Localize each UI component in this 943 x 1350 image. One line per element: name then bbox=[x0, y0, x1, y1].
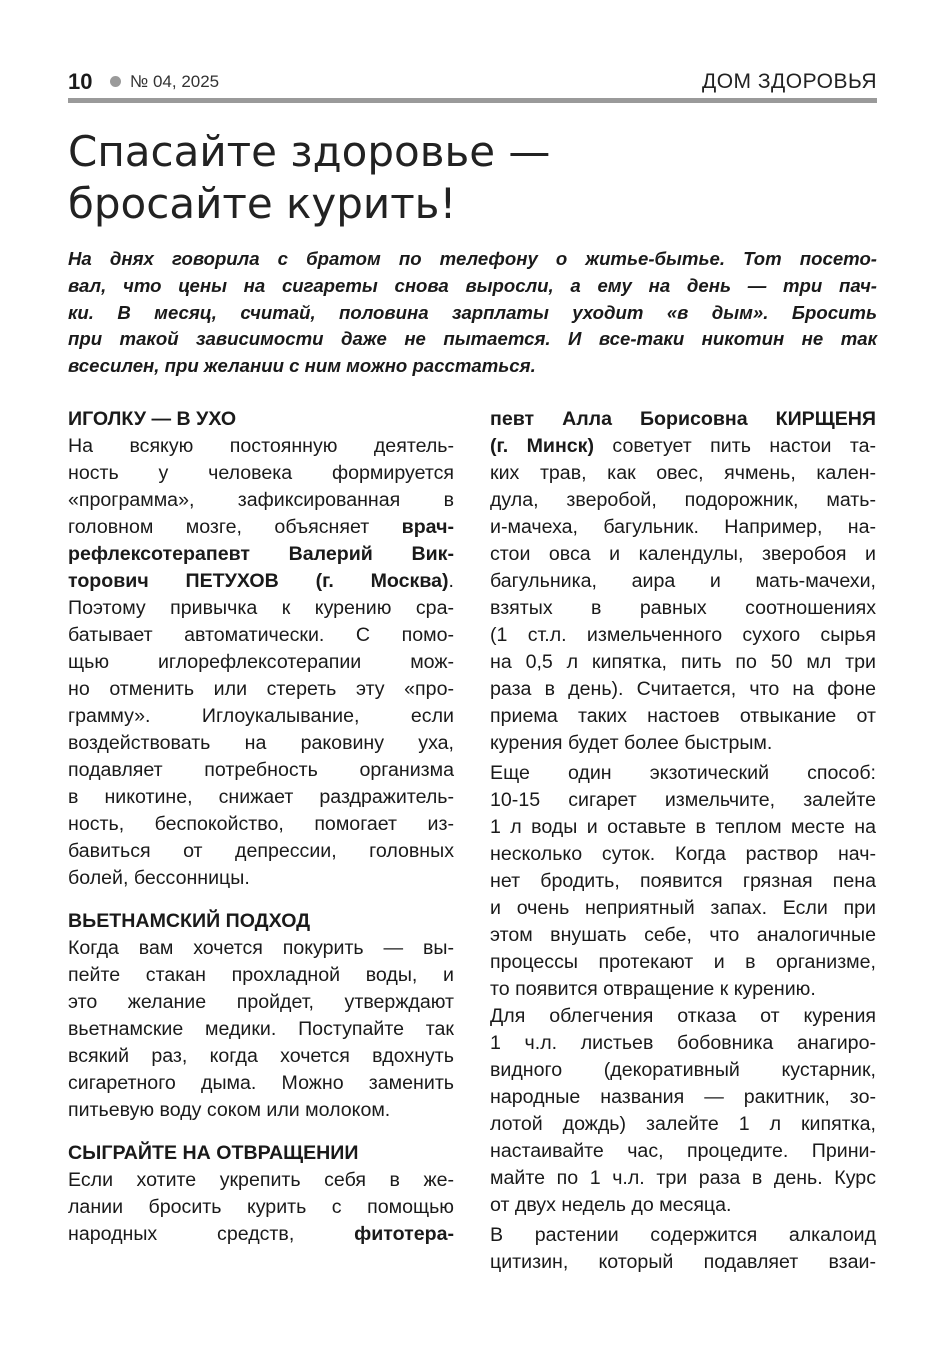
page-number: 10 bbox=[68, 69, 93, 94]
text-line bbox=[68, 1221, 454, 1248]
expert-name-line: рефлексотерапевт Валерий Вик- bbox=[68, 543, 454, 565]
text-line: воздействовать на раковину уха, bbox=[68, 732, 454, 754]
issue-number: № 04, 2025 bbox=[130, 72, 220, 91]
text-line: сигаретного дыма. Можно заменить bbox=[68, 1072, 454, 1094]
text-line: бавиться от депрессии, головных bbox=[68, 840, 454, 862]
text-line: цитизин, который подавляет взаи- bbox=[490, 1251, 876, 1273]
expert-city: (г. Минск) bbox=[490, 435, 595, 457]
text-line: Для облегчения отказа от курения bbox=[490, 1005, 876, 1027]
text-line: настаивайте час, процедите. Прини- bbox=[490, 1140, 876, 1162]
text-run: головном мозге, объясняет bbox=[68, 516, 402, 538]
text-line: народные названия — ракитник, зо- bbox=[490, 1086, 876, 1108]
text-line: стои овса и календулы, зверобоя и bbox=[490, 543, 876, 565]
text-line: курения будет более быстрым. bbox=[490, 732, 773, 754]
text-line bbox=[68, 568, 454, 595]
text-line: багульника, аира и мать-мачехи, bbox=[490, 570, 876, 592]
text-line: ких трав, как овес, ячмень, кален- bbox=[490, 462, 876, 484]
text-line: (1 ст.л. измельченного сухого сырья bbox=[490, 624, 876, 646]
text-line: ность у человека формируется bbox=[68, 462, 454, 484]
text-run: . bbox=[448, 570, 454, 592]
bullet-dot-icon bbox=[110, 76, 121, 87]
section-heading-aversion: СЫГРАЙТЕ НА ОТВРАЩЕНИИ bbox=[68, 1142, 359, 1164]
expert-name-line: певт Алла Борисовна КИРЩЕНЯ bbox=[490, 408, 876, 430]
text-line: болей, бессонницы. bbox=[68, 867, 250, 889]
lead-line: при такой зависимости даже не пытается. И все-таки никотин не так bbox=[68, 328, 877, 350]
text-line: лотой дождь) залейте 1 л кипятка, bbox=[490, 1113, 876, 1135]
lead-line: ки. В месяц, считай, половина зарплаты уходит «в дым». Бросить bbox=[68, 301, 877, 323]
text-line bbox=[490, 433, 876, 460]
text-line: процессы протекают и в организме, bbox=[490, 951, 876, 973]
text-line: видного (декоративный кустарник, bbox=[490, 1059, 876, 1081]
text-line: вьетнамские медики. Поступайте так bbox=[68, 1018, 454, 1040]
text-line: и очень неприятный запах. Если при bbox=[490, 897, 876, 919]
right-column bbox=[490, 406, 876, 1276]
section-heading-vietnamese: ВЬЕТНАМСКИЙ ПОДХОД bbox=[68, 910, 311, 932]
text-line: на 0,5 л кипятка, пить по 50 мл три bbox=[490, 651, 876, 673]
section-heading-acupuncture: ИГОЛКУ — В УХО bbox=[68, 408, 237, 430]
text-line: то появится отвращение к курению. bbox=[490, 978, 816, 1000]
text-line: 1 л воды и оставьте в теплом месте на bbox=[490, 816, 876, 838]
text-line bbox=[68, 514, 454, 541]
text-line: 1 ч.л. листьев бобовника анагиро- bbox=[490, 1032, 876, 1054]
text-line: Поэтому привычка к курению сра- bbox=[68, 597, 454, 619]
text-line: В растении содержится алкалоид bbox=[490, 1224, 876, 1246]
text-line: это желание пройдет, утверждают bbox=[68, 991, 454, 1013]
page-header bbox=[68, 70, 877, 92]
text-line: 10-15 сигарет измельчите, залейте bbox=[490, 789, 876, 811]
expert-name: торович ПЕТУХОВ (г. Москва) bbox=[68, 570, 449, 592]
text-line: дула, зверобой, подорожник, мать- bbox=[490, 489, 876, 511]
text-line: Еще один экзотический способ: bbox=[490, 762, 876, 784]
text-line: Если хотите укрепить себя в же- bbox=[68, 1169, 454, 1191]
text-line: батывает автоматически. С помо- bbox=[68, 624, 454, 646]
lead-line: всесилен, при желании с ним можно расстаться. bbox=[68, 355, 536, 377]
article-lead bbox=[68, 246, 877, 380]
text-run: советует пить настои та- bbox=[594, 435, 877, 457]
text-line: этом внушать себе, что аналогичные bbox=[490, 924, 876, 946]
text-line: в никотине, снижает раздражитель- bbox=[68, 786, 454, 808]
text-line: ность, беспокойство, помогает из- bbox=[68, 813, 454, 835]
lead-line: вал, что цены на сигареты снова выросли, а ему на день — три пач- bbox=[68, 274, 877, 296]
title-line: бросайте курить! bbox=[68, 179, 457, 228]
expert-name: врач- bbox=[401, 516, 454, 538]
text-line: питьевую воду соком или молоком. bbox=[68, 1099, 391, 1121]
section-title: ДОМ ЗДОРОВЬЯ bbox=[701, 70, 877, 93]
header-rule bbox=[68, 98, 877, 103]
text-line: лании бросить курить с помощью bbox=[68, 1196, 454, 1218]
text-run: народных средств, bbox=[68, 1223, 355, 1245]
text-line: раза в день). Считается, что на фоне bbox=[490, 678, 876, 700]
lead-line: На днях говорила с братом по телефону о житье-бытье. Тот посето- bbox=[68, 248, 877, 269]
text-line: щью иглорефлексотерапии мож- bbox=[68, 651, 454, 673]
article-title bbox=[68, 126, 877, 230]
text-line: нет бродить, появится грязная пена bbox=[490, 870, 876, 892]
text-line: и-мачеха, багульник. Например, на- bbox=[490, 516, 876, 538]
text-line: несколько суток. Когда раствор нач- bbox=[490, 843, 876, 865]
text-line: подавляет потребность организма bbox=[68, 759, 454, 781]
text-line: от двух недель до месяца. bbox=[490, 1194, 732, 1216]
text-line: майте по 1 ч.л. три раза в день. Курс bbox=[490, 1167, 876, 1189]
left-column bbox=[68, 406, 454, 1248]
expert-name: фитотера- bbox=[354, 1223, 454, 1245]
text-line: грамму». Иглоукалывание, если bbox=[68, 705, 454, 727]
text-line: Когда вам хочется покурить — вы- bbox=[68, 937, 454, 959]
title-line: Спасайте здоровье — bbox=[68, 127, 551, 176]
text-line: всякий раз, когда хочется вдохнуть bbox=[68, 1045, 454, 1067]
text-line: взятых в равных соотношениях bbox=[490, 597, 876, 619]
text-line: но отменить или стереть эту «про- bbox=[68, 678, 454, 700]
text-line: На всякую постоянную деятель- bbox=[68, 435, 454, 457]
text-line: «программа», зафиксированная в bbox=[68, 489, 454, 511]
text-line: приема таких настоев отвыкание от bbox=[490, 705, 876, 727]
text-line: пейте стакан прохладной воды, и bbox=[68, 964, 454, 986]
